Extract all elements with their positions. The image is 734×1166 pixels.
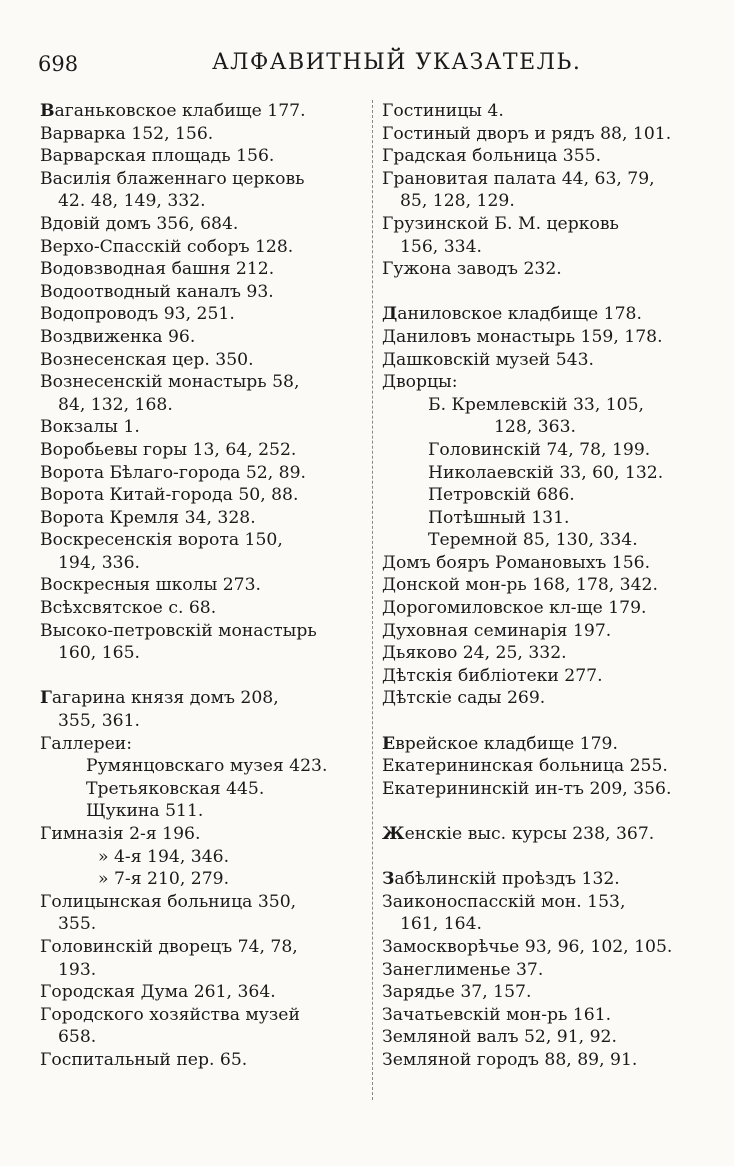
- index-column-left: [40, 100, 362, 1072]
- index-entry: Воскресныя школы 273.: [40, 575, 261, 596]
- entry-text: аниловское кладбище 178.: [397, 304, 642, 325]
- index-entry: » 4-я 194, 346.: [98, 846, 230, 867]
- index-entry-letter-start: [382, 733, 694, 756]
- index-entry: Замоскворѣчье 93, 96, 102, 105.: [382, 936, 673, 957]
- index-entry: Дворцы:: [382, 372, 458, 393]
- index-entry: Петровскій 686.: [428, 485, 575, 506]
- index-entry: Всѣхсвятское с. 68.: [40, 598, 217, 619]
- index-entry: Земляной городъ 88, 89, 91.: [382, 1049, 638, 1070]
- index-entry: Вокзалы 1.: [40, 417, 140, 438]
- index-entry: Водопроводъ 93, 251.: [40, 304, 235, 325]
- index-entry: Донской мон-рь 168, 178, 342.: [382, 575, 658, 596]
- index-entry: Градская больница 355.: [382, 146, 602, 167]
- index-entry: Ворота Бѣлаго-города 52, 89.: [40, 462, 306, 483]
- index-entry: 128, 363.: [494, 417, 577, 438]
- index-entry: Гостиный дворъ и рядъ 88, 101.: [382, 123, 672, 144]
- index-entry: Воздвиженка 96.: [40, 326, 196, 347]
- index-entry-letter-start: [40, 100, 362, 123]
- blank-line: [382, 281, 694, 304]
- index-entry: Варварка 152, 156.: [40, 123, 214, 144]
- index-entry: Ворота Китай-города 50, 88.: [40, 485, 299, 506]
- index-entry: Потѣшный 131.: [428, 507, 570, 528]
- index-entry: Воробьевы горы 13, 64, 252.: [40, 439, 297, 460]
- index-entry: 194, 336.: [58, 552, 141, 573]
- index-entry: Верхо-Спасскій соборъ 128.: [40, 236, 294, 257]
- index-entry: Дашковскій музей 543.: [382, 349, 594, 370]
- index-entry: Голицынская больница 350,: [40, 891, 297, 912]
- index-entry: 355.: [58, 914, 97, 935]
- index-entry: Водовзводная башня 212.: [40, 259, 275, 280]
- index-entry: 42. 48, 149, 332.: [58, 191, 206, 212]
- entry-initial-letter: Ж: [382, 824, 405, 844]
- index-entry: 161, 164.: [400, 914, 483, 935]
- index-entry: 85, 128, 129.: [400, 191, 515, 212]
- index-entry: Городская Дума 261, 364.: [40, 982, 276, 1003]
- index-entry: Духовная семинарія 197.: [382, 620, 612, 641]
- blank-line: [382, 846, 694, 869]
- blank-line: [40, 665, 362, 688]
- entry-text: аганьковское клабище 177.: [54, 101, 306, 121]
- index-entry: Гужона заводъ 232.: [382, 259, 562, 280]
- column-divider: [372, 100, 373, 1100]
- index-entry: Даниловъ монастырь 159, 178.: [382, 326, 663, 347]
- entry-text: абѣлинскій проѣздъ 132.: [394, 869, 620, 890]
- index-entry: Василія блаженнаго церковь: [40, 168, 305, 189]
- index-entry: 658.: [58, 1027, 97, 1048]
- index-entry-letter-start: [40, 687, 362, 710]
- index-entry: » 7-я 210, 279.: [98, 869, 230, 890]
- index-entry: Дьяково 24, 25, 332.: [382, 643, 567, 664]
- blank-line: [382, 800, 694, 823]
- index-entry: Ворота Кремля 34, 328.: [40, 507, 256, 528]
- page-number: 698: [38, 52, 79, 76]
- index-entry: Галлереи:: [40, 733, 133, 754]
- index-entry: Вознесенскій монастырь 58,: [40, 372, 300, 393]
- entry-initial-letter: В: [40, 101, 55, 121]
- page-title: АЛФАВИТНЫЙ УКАЗАТЕЛЬ.: [212, 50, 582, 75]
- index-entry: Румянцовскаго музея 423.: [86, 756, 328, 777]
- blank-line: [382, 710, 694, 733]
- entry-initial-letter: Г: [40, 688, 52, 709]
- index-entry: Воскресенскія ворота 150,: [40, 530, 283, 551]
- index-entry: Дѣтскія библіотеки 277.: [382, 665, 603, 686]
- index-entry: Щукина 511.: [86, 801, 204, 822]
- index-entry: Екатерининскій ин-тъ 209, 356.: [382, 778, 672, 799]
- entry-initial-letter: Д: [382, 304, 398, 325]
- index-entry: 156, 334.: [400, 236, 483, 257]
- entry-text: врейское кладбище 179.: [395, 733, 618, 754]
- index-entry: Третьяковская 445.: [86, 778, 265, 799]
- index-entry: 355, 361.: [58, 711, 141, 732]
- index-entry: Грановитая палата 44, 63, 79,: [382, 168, 655, 189]
- entry-initial-letter: Е: [382, 733, 396, 754]
- index-entry: Гостиницы 4.: [382, 101, 504, 121]
- index-entry: Теремной 85, 130, 334.: [428, 530, 638, 551]
- index-entry: Варварская площадь 156.: [40, 146, 275, 167]
- index-entry: Дорогомиловское кл-ще 179.: [382, 598, 647, 619]
- index-entry: Городского хозяйства музей: [40, 1004, 300, 1025]
- index-entry: Дѣтскіе сады 269.: [382, 688, 546, 709]
- index-entry: 160, 165.: [58, 643, 141, 664]
- index-entry-letter-start: [382, 823, 694, 846]
- index-entry: Екатерининская больница 255.: [382, 756, 668, 777]
- index-column-right: [382, 100, 694, 1072]
- index-entry: Вдовій домъ 356, 684.: [40, 213, 239, 234]
- index-entry: Водоотводный каналъ 93.: [40, 281, 274, 302]
- index-entry: Головинскій 74, 78, 199.: [428, 439, 651, 460]
- index-entry: Домъ бояръ Романовыхъ 156.: [382, 552, 651, 573]
- index-entry: Б. Кремлевскій 33, 105,: [428, 394, 645, 415]
- index-entry: Заиконоспасскій мон. 153,: [382, 891, 626, 912]
- index-entry: Вознесенская цер. 350.: [40, 349, 254, 370]
- index-entry: Гимназія 2-я 196.: [40, 824, 201, 844]
- index-entry: Зачатьевскій мон-рь 161.: [382, 1004, 612, 1025]
- index-entry: 193.: [58, 959, 97, 980]
- index-entry-letter-start: [382, 303, 694, 326]
- index-entry: Головинскій дворецъ 74, 78,: [40, 936, 298, 957]
- index-entry: 84, 132, 168.: [58, 394, 173, 415]
- index-entry: Николаевскій 33, 60, 132.: [428, 462, 664, 483]
- index-entry: Грузинской Б. М. церковь: [382, 213, 619, 234]
- entry-text: агарина князя домъ 208,: [51, 688, 279, 709]
- index-entry: Занеглименье 37.: [382, 959, 544, 980]
- index-entry: Земляной валъ 52, 91, 92.: [382, 1027, 617, 1048]
- index-entry: Госпитальный пер. 65.: [40, 1049, 248, 1070]
- entry-initial-letter: З: [382, 869, 395, 890]
- entry-text: енскіе выс. курсы 238, 367.: [404, 824, 655, 844]
- index-entry-letter-start: [382, 868, 694, 891]
- index-entry: Зарядье 37, 157.: [382, 982, 532, 1003]
- index-entry: Высоко-петровскій монастырь: [40, 620, 317, 641]
